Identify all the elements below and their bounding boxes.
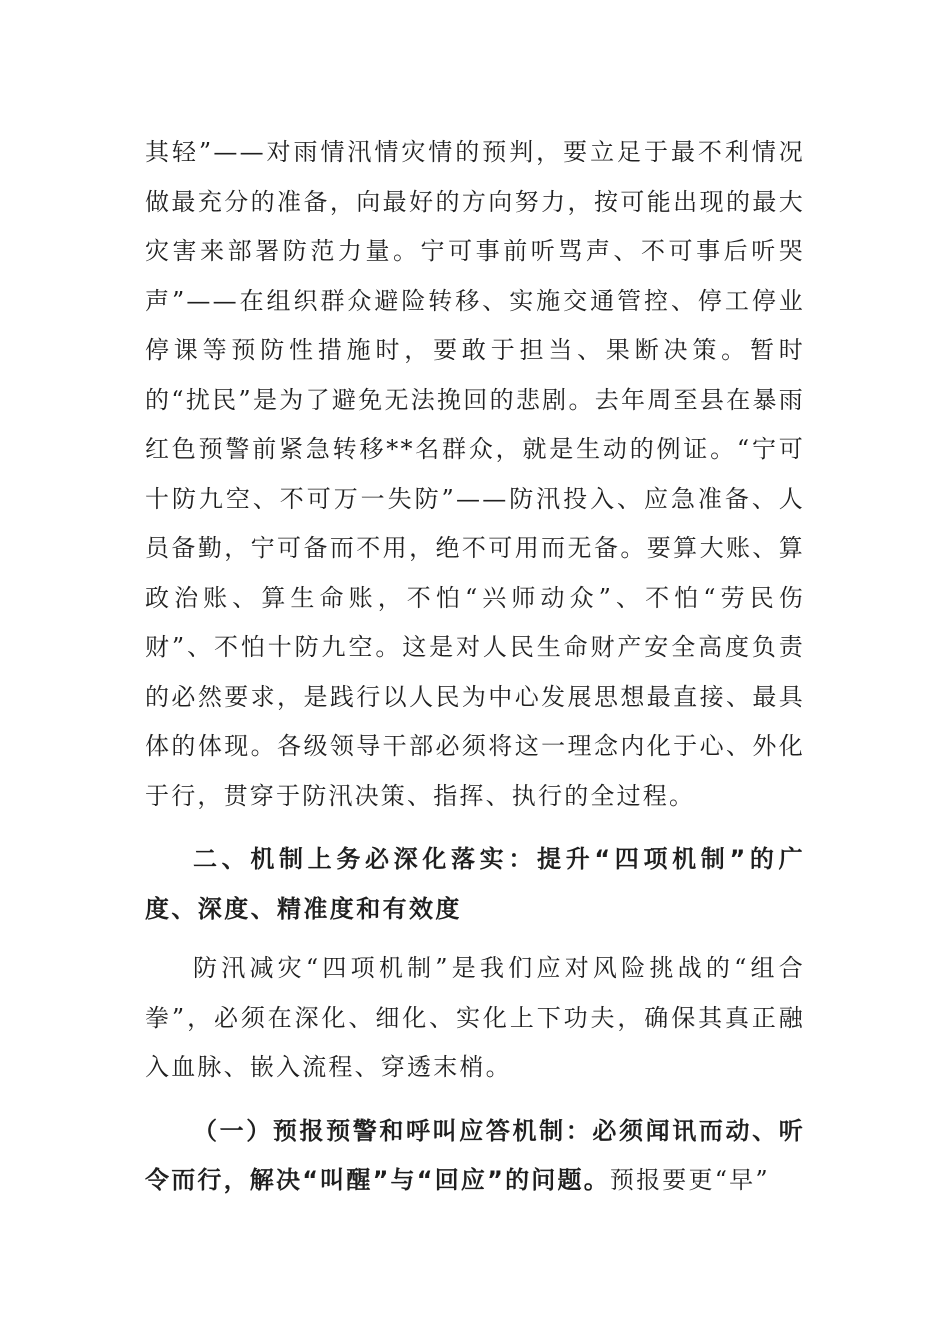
body-paragraph-subsection [145, 1107, 805, 1206]
body-paragraph-continuation: 其轻”——对雨情汛情灾情的预判，要立足于最不利情况做最充分的准备，向最好的方向努力，按可能出现的最大灾害来部署防范力量。宁可事前听骂声、不可事后听哭声”——在组织群众避险转移、实施交通管控、停工停业停课等预防性措施时，要敢于担当、果断决策。暂时的“扰民”是为了避免无法挽回的悲剧。去年周至县在暴雨红色预警前紧急转移**名群众，就是生动的例证。“宁可十防九空、不可万一失防”——防汛投入、应急准备、人员备勤，宁可备而不用，绝不可用而无备。要算大账、算政治账、算生命账，不怕“兴师动众”、不怕“劳民伤财”、不怕十防九空。这是对人民生命财产安全高度负责的必然要求，是践行以人民为中心发展思想最直接、最具体的体现。各级领导干部必须将这一理念内化于心、外化于行，贯穿于防汛决策、指挥、执行的全过程。 [145, 138, 805, 810]
subsection-text: 预报要更“早” [609, 1166, 770, 1194]
document-body [145, 128, 805, 1206]
body-paragraph-intro: 防汛减灾“四项机制”是我们应对风险挑战的“组合拳”，必须在深化、细化、实化上下功夫，确保其真正融入血脉、嵌入流程、穿透末梢。 [145, 954, 805, 1081]
section-heading: 二、机制上务必深化落实：提升“四项机制”的广度、深度、精准度和有效度 [145, 845, 805, 923]
subsection-heading: （一）预报预警和呼叫应答机制：必须闻讯而动、听令而行，解决“叫醒”与“回应”的问题。 [145, 1116, 805, 1194]
